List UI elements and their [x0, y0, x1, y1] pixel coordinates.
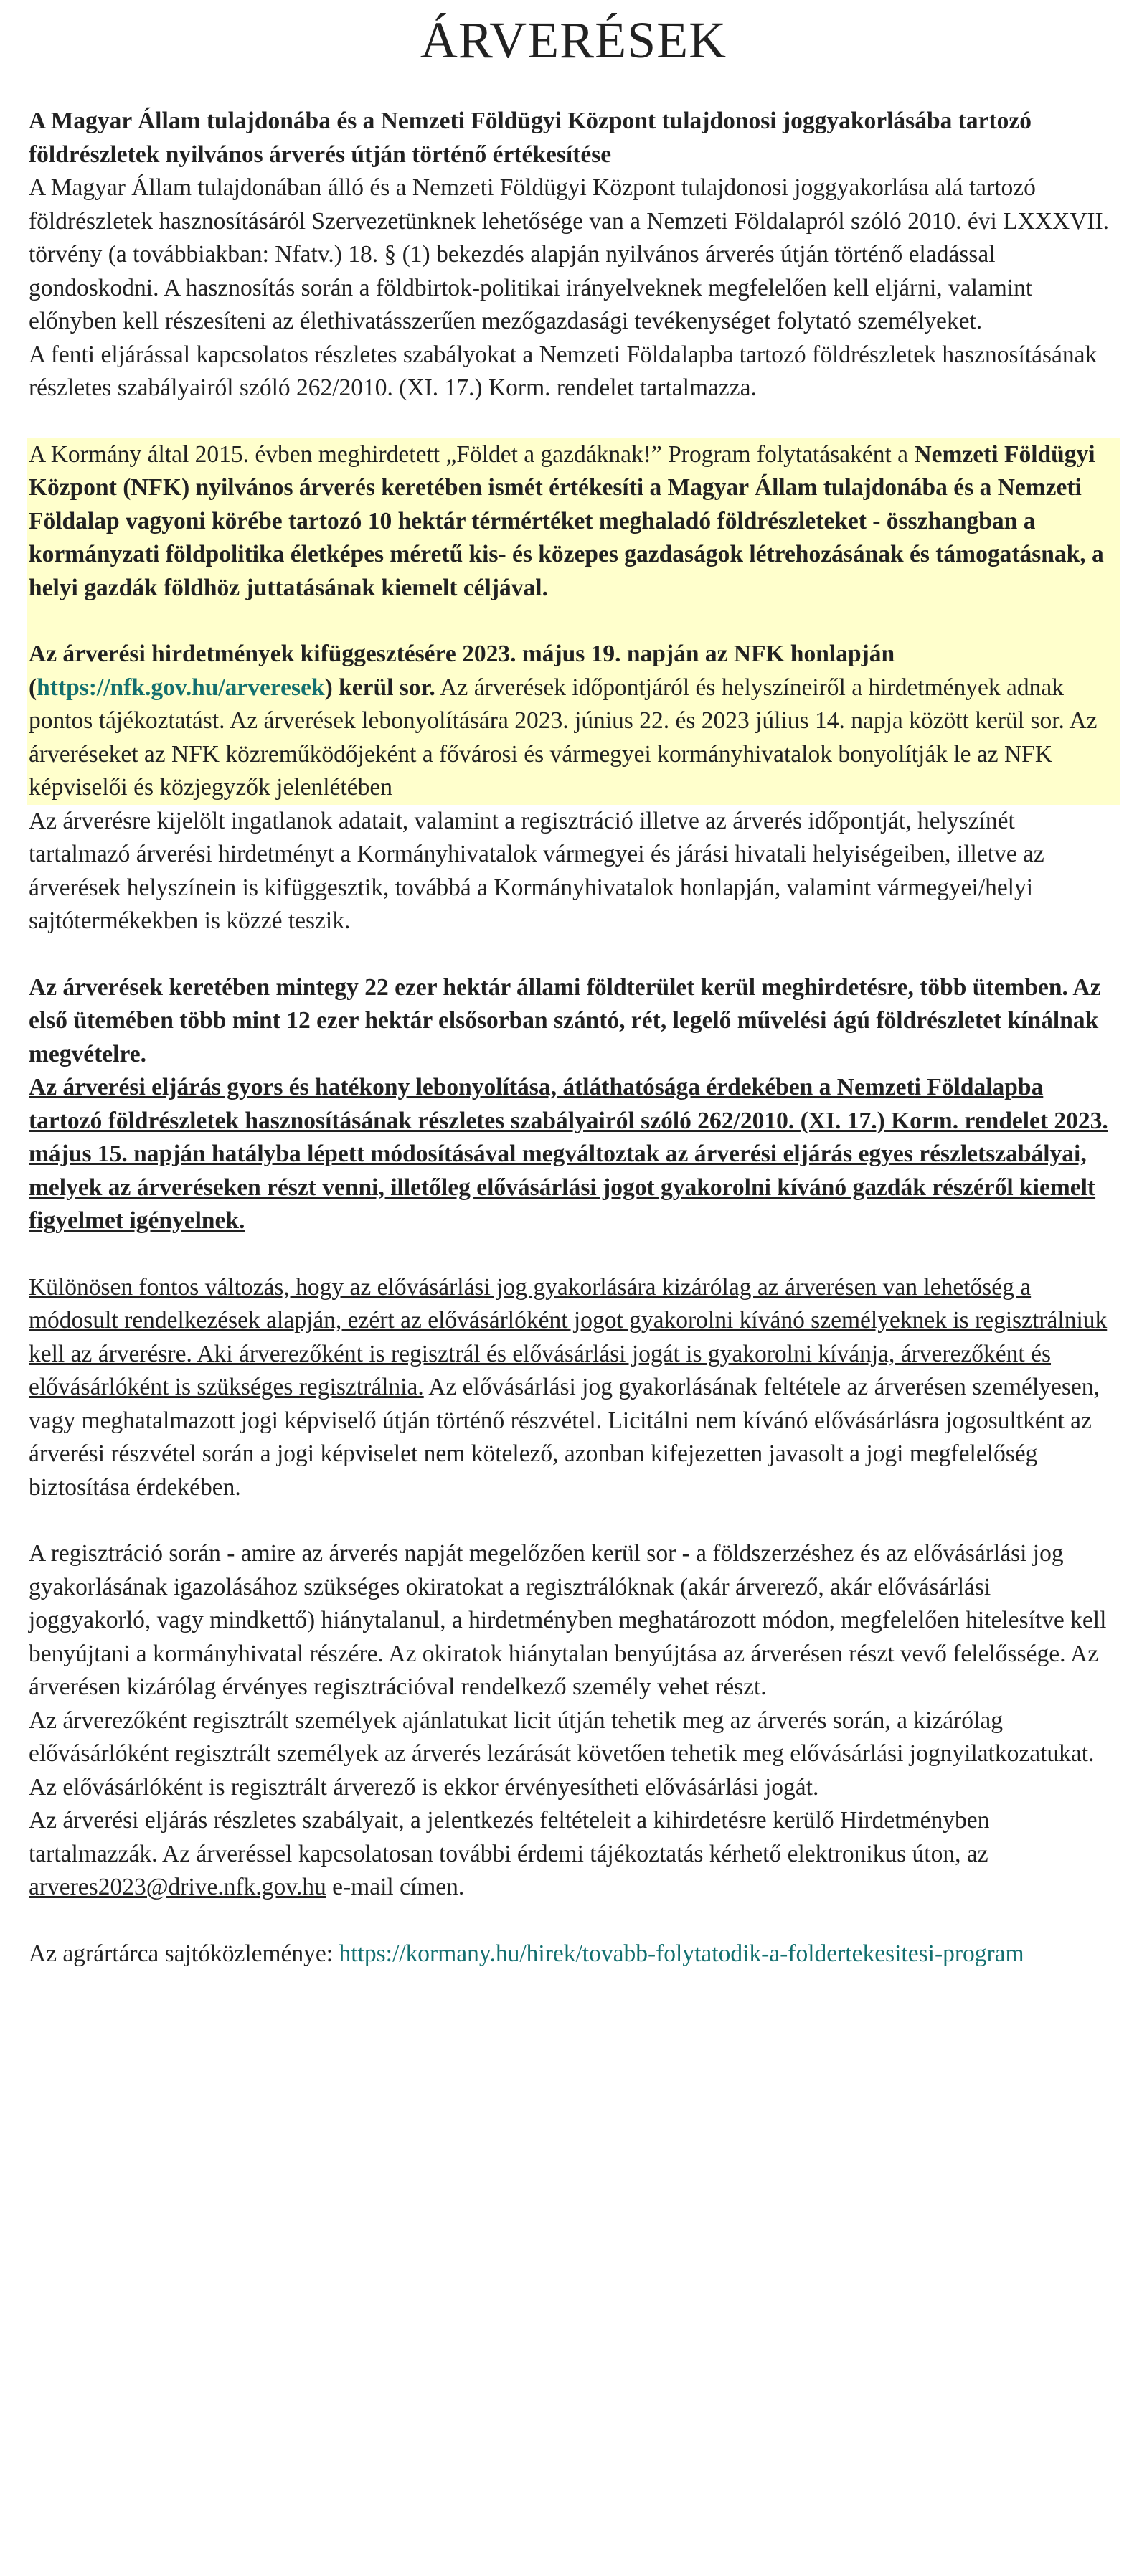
preemption-conditions: Az elővásárlási jog gyakorlásának feltétele az árverésen személyesen, vagy meghatalmazott jogi képviselő útján történő részvétel. Licitálni nem kívánó elővásárlásra jogosultként az árverési részvétel során a jogi képviselet nem kötelező, azonban kifejezetten javasolt a jogi megfelelőség biztosítása érdekében. — [29, 1374, 1100, 1501]
announcement-date-text-end: ) kerül sor. — [324, 674, 435, 701]
registration-notice: Az árverésre kijelölt ingatlanok adatait, valamint a regisztráció illetve az árverés időpontját, helyszínét tartalmazó árverési hirdetményt a Kormányhivatalok vármegyei és járási hivatali helyiségeiben, illetve az árverések helyszínein is kifüggesztik, továbbá a Kormányhivatalok honlapján, valamint vármegyei/helyi sajtótermékekben is közzé teszik. — [29, 807, 1044, 934]
auction-schedule-text: Az árverések időpontjáról és helyszíneiről a hirdetmények adnak pontos tájékoztatást. Az árverések lebonyolítására 2023. június 22. és 2023 július 14. napja között kerül sor. Az árveréseket az NFK közreműködőjeként a fővárosi és vármegyei kormányhivatalok bonyolítják le az NFK képviselői és közjegyzők jelenlétében — [29, 674, 1098, 801]
amendment-notice: Az árverési eljárás gyors és hatékony lebonyolítása, átláthatósága érdekében a Nemzeti Földalapba tartozó földrészletek hasznosításának részletes szabályairól szóló 262/2010. (XI. 17.) Korm. rendelet 2023. május 15. napján hatályba lépett módosításával megváltoztak az árverési eljárás egyes részletszabályai, melyek az árveréseken részt venni, illetőleg elővásárlási jogot gyakorolni kívánó gazdák részéről kiemelt figyelmet igényelnek. — [29, 1074, 1108, 1234]
registration-paragraph-2: Az árverezőként regisztrált személyek ajánlatukat licit útján tehetik meg az árverés során, a kizárólag elővásárlóként regisztrált személyek az árverés lezárását követően tehetik meg elővásárlási jognyilatkozatukat. Az elővásárlóként is regisztrált árverező is ekkor érvényesítheti elővásárlási jogát. — [29, 1707, 1095, 1801]
press-release-link[interactable]: https://kormany.hu/hirek/tovabb-folytatodik-a-foldertekesitesi-program — [339, 1940, 1024, 1967]
highlight-bold-text: Nemzeti Földügyi Központ (NFK) nyilvános árverés keretében ismét értékesíti a Magyar Állam tulajdonába és a Nemzeti Földalap vagyoni körébe tartozó 10 hektár térmértéket meghaladó földrészleteket - összhangban a kormányzati földpolitika életképes méretű kis- és közepes gazdaságok létrehozásának és támogatásnak, a helyi gazdák földhöz juttatásának kiemelt céljával. — [29, 440, 1104, 601]
highlight-paragraph-2 — [29, 638, 1118, 805]
spacer — [29, 1905, 1118, 1938]
intro-paragraph-1: A Magyar Állam tulajdonában álló és a Nemzeti Földügyi Központ tulajdonosi joggyakorlása alá tartozó földrészletek hasznosításáról Szervezetünknek lehetősége van a Nemzeti Földalapról szóló 2010. évi LXXXVII. törvény (a továbbiakban: Nfatv.) 18. § (1) bekezdés alapján nyilvános árverés útján történő eladással gondoskodni. A hasznosítás során a földbirtok-politikai irányelveknek megfelelően kell eljárni, valamint előnyben kell részesíteni az élethivatásszerűen mezőgazdasági tevékenységet folytató személyeket. — [29, 174, 1110, 334]
intro-heading: A Magyar Állam tulajdonába és a Nemzeti Földügyi Központ tulajdonosi joggyakorlásába tartozó földrészletek nyilvános árverés útján történő értékesítése — [29, 108, 1032, 168]
highlight-intro-text: A Kormány által 2015. évben meghirdetett „Földet a gazdáknak!” Program folytatásaként a — [29, 440, 915, 468]
contact-email-link[interactable]: arveres2023@drive.nfk.gov.hu — [29, 1874, 326, 1900]
contact-text: Az árverési eljárás részletes szabályait, a jelentkezés feltételeit a kihirdetésre kerülő Hirdetményben tartalmazzák. Az árveréssel kapcsolatosan további érdemi tájékoztatás kérhető elektronikus úton, az — [29, 1807, 990, 1867]
press-release — [29, 1938, 1118, 1971]
page-title: ÁRVERÉSEK — [420, 11, 727, 69]
spacer — [29, 1238, 1118, 1271]
spacer — [29, 405, 1118, 438]
spacer — [29, 605, 1118, 638]
spacer — [29, 1504, 1118, 1537]
preemption-important-change: Különösen fontos változás, hogy az elővásárlási jog gyakorlására kizárólag az árverésen van lehetőség a módosult rendelkezések alapján, ezért az elővásárlóként jogot gyakorolni kívánó személyeknek is regisztrálniuk kell az árverésre. Aki árverezőként is regisztrál és elővásárlási jogát is gyakorolni kívánja, árverezőként és elővásárlóként is szükséges regisztrálnia. — [29, 1273, 1108, 1400]
spacer — [29, 938, 1118, 971]
press-release-label: Az agrártárca sajtóközleménye: — [29, 1940, 339, 1967]
registration-paragraph-3 — [29, 1804, 1118, 1905]
page — [0, 10, 1147, 1971]
highlight-paragraph-1 — [29, 438, 1118, 605]
intro-paragraph-2: A fenti eljárással kapcsolatos részletes szabályokat a Nemzeti Földalapba tartozó földrészletek hasznosításának részletes szabályairól szóló 262/2010. (XI. 17.) Korm. rendelet tartalmazza. — [29, 341, 1098, 401]
area-summary: Az árverések keretében mintegy 22 ezer hektár állami földterület kerül meghirdetésre, több ütemben. Az első ütemében több mint 12 ezer hektár elsősorban szántó, rét, legelő művelési ágú földrészletet kínálnak megvételre. — [29, 973, 1101, 1067]
contact-text-end: e-mail címen. — [326, 1874, 465, 1900]
announcement-date-text: Az árverési hirdetmények kifüggesztésére 2023. május 19. napján az NFK honlapján ( — [29, 641, 895, 701]
highlight-box — [27, 438, 1120, 805]
registration-paragraph-1: A regisztráció során - amire az árverés napját megelőzően kerül sor - a földszerzéshez és az elővásárlási jog gyakorlásának igazolásához szükséges okiratokat a regisztrálóknak (akár árverező, akár elővásárlási joggyakorló, vagy mindkettő) hiánytalanul, a hirdetményben meghatározott módon, megfelelően hitelesítve kell benyújtani a kormányhivatal részére. Az okiratok hiánytalan benyújtása az árverésen részt vevő felelőssége. Az árverésen kizárólag érvényes regisztrációval rendelkező személy vehet részt. — [29, 1540, 1107, 1700]
nfk-auctions-link[interactable]: https://nfk.gov.hu/arveresek — [37, 674, 325, 701]
preemption-paragraph — [29, 1271, 1118, 1505]
